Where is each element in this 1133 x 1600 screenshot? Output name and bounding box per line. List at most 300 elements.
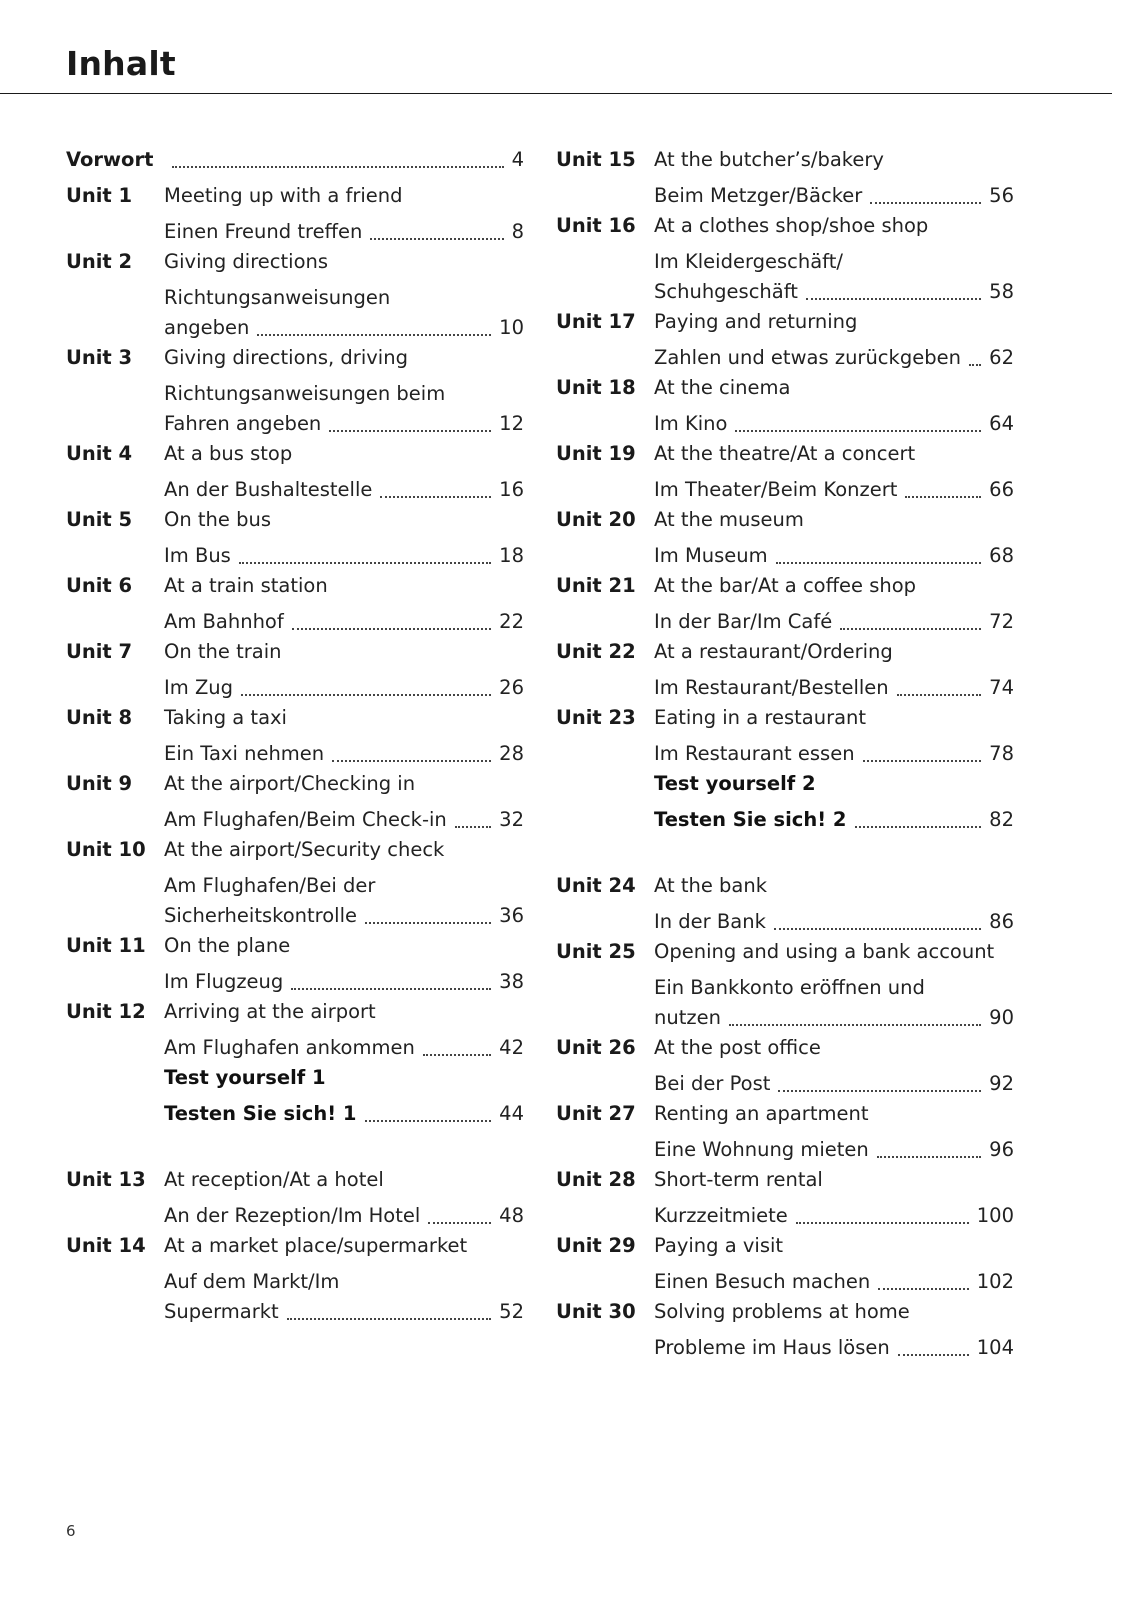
toc-entry-unit[interactable] bbox=[66, 247, 524, 277]
toc-entry-unit[interactable] bbox=[556, 1033, 1014, 1063]
dot-leader bbox=[905, 496, 981, 498]
page-ref[interactable]: 48 bbox=[499, 1204, 524, 1227]
german-title: Richtungsanweisungen beim bbox=[164, 382, 446, 405]
unit-label: Unit 12 bbox=[66, 1000, 146, 1023]
toc-german-row bbox=[66, 1267, 524, 1327]
toc-german-title-line bbox=[164, 283, 524, 313]
toc-german-title-line bbox=[654, 343, 1014, 373]
page-ref[interactable]: 22 bbox=[499, 610, 524, 633]
english-title: At the airport/Security check bbox=[164, 838, 445, 861]
page-ref[interactable]: 42 bbox=[499, 1036, 524, 1059]
toc-german-title-line bbox=[654, 1333, 1014, 1363]
dot-leader bbox=[877, 1156, 981, 1158]
toc-german-row bbox=[66, 379, 524, 439]
toc-german-row bbox=[556, 247, 1014, 307]
dot-leader bbox=[329, 430, 491, 432]
unit-label: Unit 1 bbox=[66, 184, 133, 207]
german-title: In der Bar/Im Café bbox=[654, 610, 833, 633]
toc-german-title-line bbox=[164, 1267, 524, 1297]
dot-leader bbox=[855, 826, 982, 828]
toc-entry-unit[interactable] bbox=[556, 637, 1014, 667]
german-title: Im Kino bbox=[654, 412, 728, 435]
toc-german-row bbox=[66, 673, 524, 703]
dot-leader bbox=[370, 238, 503, 240]
german-title: Am Flughafen ankommen bbox=[164, 1036, 415, 1059]
dot-leader bbox=[774, 928, 981, 930]
toc-german-title-line bbox=[654, 1201, 1014, 1231]
toc-german-title-line bbox=[164, 475, 524, 505]
german-title: Probleme im Haus lösen bbox=[654, 1336, 890, 1359]
german-title-block bbox=[654, 343, 1014, 373]
german-title: Im Restaurant essen bbox=[654, 742, 855, 765]
page-ref[interactable]: 12 bbox=[499, 412, 524, 435]
german-title-block bbox=[654, 1201, 1014, 1231]
dot-leader bbox=[292, 628, 491, 630]
toc-entry-unit[interactable] bbox=[66, 931, 524, 961]
page-ref[interactable]: 8 bbox=[511, 220, 524, 243]
dot-leader bbox=[380, 496, 491, 498]
german-title: Im Museum bbox=[654, 544, 768, 567]
german-title-block bbox=[164, 379, 524, 439]
toc-german-title-line bbox=[654, 181, 1014, 211]
toc-german-row bbox=[66, 805, 524, 835]
toc-german-title-line bbox=[654, 277, 1014, 307]
toc-german-row bbox=[66, 283, 524, 343]
page-ref[interactable]: 96 bbox=[989, 1138, 1014, 1161]
english-title: Taking a taxi bbox=[164, 706, 287, 729]
toc-entry-unit[interactable] bbox=[556, 373, 1014, 403]
german-title: angeben bbox=[164, 316, 250, 339]
german-title-block bbox=[654, 1267, 1014, 1297]
toc-entry-unit[interactable] bbox=[556, 1165, 1014, 1195]
page-ref[interactable]: 56 bbox=[989, 184, 1014, 207]
vorwort-label: Vorwort bbox=[66, 148, 154, 171]
german-title: Testen Sie sich! 2 bbox=[654, 808, 847, 831]
toc-german-title-line bbox=[164, 409, 524, 439]
unit-label: Unit 15 bbox=[556, 148, 636, 171]
german-title: Ein Taxi nehmen bbox=[164, 742, 325, 765]
toc-german-row bbox=[556, 607, 1014, 637]
german-title-block bbox=[164, 1201, 524, 1231]
toc-entry-test[interactable] bbox=[66, 1063, 524, 1093]
page-ref[interactable]: 44 bbox=[499, 1102, 524, 1125]
toc-german-title-line bbox=[654, 1267, 1014, 1297]
unit-label: Unit 5 bbox=[66, 508, 133, 531]
page-ref[interactable]: 38 bbox=[499, 970, 524, 993]
vorwort-leader bbox=[164, 145, 524, 175]
toc-german-row bbox=[556, 739, 1014, 769]
unit-label: Unit 19 bbox=[556, 442, 636, 465]
toc-german-title-line bbox=[164, 967, 524, 997]
toc-german-row bbox=[556, 1135, 1014, 1165]
toc-entry-unit[interactable] bbox=[66, 769, 524, 799]
english-title: On the plane bbox=[164, 934, 291, 957]
german-title: Ein Bankkonto eröffnen und bbox=[654, 976, 925, 999]
german-title-block bbox=[164, 541, 524, 571]
german-title-block bbox=[164, 673, 524, 703]
page-ref[interactable]: 36 bbox=[499, 904, 524, 927]
german-title-block bbox=[654, 673, 1014, 703]
german-title-block bbox=[654, 181, 1014, 211]
german-title-block bbox=[164, 217, 524, 247]
german-title: Testen Sie sich! 1 bbox=[164, 1102, 357, 1125]
german-title-block bbox=[164, 871, 524, 931]
german-title: Am Flughafen/Beim Check-in bbox=[164, 808, 447, 831]
unit-label: Unit 23 bbox=[556, 706, 636, 729]
toc-german-row bbox=[66, 739, 524, 769]
english-title: At a bus stop bbox=[164, 442, 293, 465]
toc-entry-unit[interactable] bbox=[556, 1231, 1014, 1261]
english-title: At the airport/Checking in bbox=[164, 772, 416, 795]
dot-leader bbox=[428, 1222, 491, 1224]
toc-entry-unit[interactable] bbox=[66, 997, 524, 1027]
english-title: Solving problems at home bbox=[654, 1300, 910, 1323]
toc-entry-unit[interactable] bbox=[556, 505, 1014, 535]
german-title-block bbox=[654, 907, 1014, 937]
page-ref[interactable]: 104 bbox=[976, 1336, 1014, 1359]
unit-label: Unit 17 bbox=[556, 310, 636, 333]
page-ref[interactable]: 62 bbox=[989, 346, 1014, 369]
toc-german-row bbox=[66, 541, 524, 571]
toc-german-title-line bbox=[164, 313, 524, 343]
dot-leader bbox=[287, 1318, 491, 1320]
toc-entry-unit[interactable] bbox=[556, 1297, 1014, 1327]
dot-leader bbox=[778, 1090, 981, 1092]
toc-german-row bbox=[556, 973, 1014, 1033]
toc-german-title-line bbox=[654, 1003, 1014, 1033]
toc-german-row bbox=[556, 1333, 1014, 1363]
toc-german-title-line bbox=[654, 805, 1014, 835]
toc-entry-unit[interactable] bbox=[556, 1099, 1014, 1129]
english-title: Paying a visit bbox=[654, 1234, 784, 1257]
toc-german-title-line bbox=[654, 1069, 1014, 1099]
english-title: On the bus bbox=[164, 508, 272, 531]
german-title: Einen Besuch machen bbox=[654, 1270, 871, 1293]
german-title: Supermarkt bbox=[164, 1300, 279, 1323]
german-title: Sicherheitskontrolle bbox=[164, 904, 358, 927]
page-ref[interactable]: 100 bbox=[976, 1204, 1014, 1227]
page-ref[interactable]: 64 bbox=[989, 412, 1014, 435]
toc-german-title-line bbox=[654, 607, 1014, 637]
unit-label: Unit 25 bbox=[556, 940, 636, 963]
german-title: Zahlen und etwas zurückgeben bbox=[654, 346, 961, 369]
english-title: At the museum bbox=[654, 508, 804, 531]
page-ref[interactable]: 86 bbox=[989, 910, 1014, 933]
unit-label: Unit 2 bbox=[66, 250, 133, 273]
toc-entry-unit[interactable] bbox=[556, 145, 1014, 175]
german-title-block bbox=[164, 1099, 524, 1129]
page-number: 6 bbox=[66, 1522, 76, 1540]
dot-leader bbox=[291, 988, 491, 990]
toc-entry-unit[interactable] bbox=[66, 571, 524, 601]
page-ref[interactable]: 28 bbox=[499, 742, 524, 765]
toc-right-column bbox=[556, 145, 1014, 1363]
unit-label: Unit 30 bbox=[556, 1300, 636, 1323]
page-ref[interactable]: 74 bbox=[989, 676, 1014, 699]
page-ref[interactable]: 66 bbox=[989, 478, 1014, 501]
toc-german-title-line bbox=[164, 805, 524, 835]
german-title: Im Kleidergeschäft/ bbox=[654, 250, 843, 273]
german-title-block bbox=[164, 967, 524, 997]
dot-leader bbox=[423, 1054, 491, 1056]
toc-german-row bbox=[66, 967, 524, 997]
german-title-block bbox=[654, 409, 1014, 439]
toc-german-row bbox=[556, 475, 1014, 505]
unit-label: Unit 8 bbox=[66, 706, 133, 729]
german-title: An der Rezeption/Im Hotel bbox=[164, 1204, 421, 1227]
english-title: Giving directions bbox=[164, 250, 329, 273]
unit-label: Unit 27 bbox=[556, 1102, 636, 1125]
english-title: Paying and returning bbox=[654, 310, 858, 333]
page-ref[interactable]: 32 bbox=[499, 808, 524, 831]
toc-german-title-line bbox=[654, 1135, 1014, 1165]
dot-leader bbox=[241, 694, 491, 696]
toc-entry-unit[interactable] bbox=[66, 505, 524, 535]
german-title-block bbox=[164, 475, 524, 505]
page-ref[interactable]: 18 bbox=[499, 544, 524, 567]
toc-entry-unit[interactable] bbox=[556, 571, 1014, 601]
dot-leader bbox=[776, 562, 982, 564]
toc-german-row bbox=[556, 181, 1014, 211]
toc-german-row bbox=[66, 1099, 524, 1129]
english-title: Arriving at the airport bbox=[164, 1000, 376, 1023]
german-title-block bbox=[654, 805, 1014, 835]
german-title: Bei der Post bbox=[654, 1072, 771, 1095]
english-title: Opening and using a bank account bbox=[654, 940, 995, 963]
toc-german-row bbox=[556, 1201, 1014, 1231]
german-title-block bbox=[654, 973, 1014, 1033]
german-title: Richtungsanweisungen bbox=[164, 286, 391, 309]
english-title: Giving directions, driving bbox=[164, 346, 408, 369]
german-title: Fahren angeben bbox=[164, 412, 322, 435]
toc-entry-test[interactable] bbox=[556, 769, 1014, 799]
toc-entry-unit[interactable] bbox=[556, 439, 1014, 469]
toc-german-title-line bbox=[654, 247, 1014, 277]
english-title: On the train bbox=[164, 640, 282, 663]
toc-german-title-line bbox=[654, 541, 1014, 571]
dot-leader bbox=[897, 694, 982, 696]
german-title-block bbox=[654, 541, 1014, 571]
toc-german-title-line bbox=[164, 1201, 524, 1231]
dot-leader bbox=[729, 1024, 981, 1026]
german-title-block bbox=[654, 607, 1014, 637]
toc-german-title-line bbox=[164, 1033, 524, 1063]
toc-german-title-line bbox=[164, 739, 524, 769]
dot-leader bbox=[796, 1222, 969, 1224]
toc-german-row bbox=[556, 343, 1014, 373]
page-ref[interactable]: 82 bbox=[989, 808, 1014, 831]
dot-leader bbox=[257, 334, 491, 336]
page-title: Inhalt bbox=[66, 44, 176, 83]
toc-german-row bbox=[556, 1267, 1014, 1297]
german-title-block bbox=[164, 805, 524, 835]
toc-german-row bbox=[556, 673, 1014, 703]
dot-leader bbox=[870, 202, 981, 204]
toc-german-title-line bbox=[654, 409, 1014, 439]
dot-leader bbox=[365, 922, 491, 924]
toc-entry-unit[interactable] bbox=[66, 343, 524, 373]
english-title: At the bar/At a coffee shop bbox=[654, 574, 917, 597]
page-ref[interactable]: 90 bbox=[989, 1006, 1014, 1029]
german-title: Im Theater/Beim Konzert bbox=[654, 478, 898, 501]
german-title: Im Zug bbox=[164, 676, 234, 699]
dot-leader bbox=[455, 826, 491, 828]
toc-entry-unit[interactable] bbox=[66, 835, 524, 865]
dot-leader bbox=[735, 430, 981, 432]
german-title-block bbox=[164, 739, 524, 769]
german-title-block bbox=[164, 1267, 524, 1327]
german-title: Eine Wohnung mieten bbox=[654, 1138, 869, 1161]
unit-label: Unit 4 bbox=[66, 442, 133, 465]
toc-german-title-line bbox=[654, 673, 1014, 703]
toc-entry-unit[interactable] bbox=[66, 181, 524, 211]
english-title: At a train station bbox=[164, 574, 328, 597]
german-title: Schuhgeschäft bbox=[654, 280, 798, 303]
page-ref[interactable]: 10 bbox=[499, 316, 524, 339]
page-ref[interactable]: 16 bbox=[499, 478, 524, 501]
toc-german-row bbox=[556, 907, 1014, 937]
toc-german-row bbox=[66, 217, 524, 247]
toc-german-title-line bbox=[164, 1099, 524, 1129]
toc-german-title-line bbox=[164, 673, 524, 703]
toc-entry-unit[interactable] bbox=[556, 871, 1014, 901]
german-title-block bbox=[654, 1069, 1014, 1099]
page-ref[interactable]: 58 bbox=[989, 280, 1014, 303]
german-title: nutzen bbox=[654, 1006, 721, 1029]
english-title: Test yourself 1 bbox=[164, 1066, 326, 1089]
page-ref[interactable]: 78 bbox=[989, 742, 1014, 765]
german-title-block bbox=[164, 1033, 524, 1063]
unit-label: Unit 22 bbox=[556, 640, 636, 663]
title-divider bbox=[0, 93, 1112, 94]
dot-leader bbox=[969, 364, 981, 366]
german-title: Auf dem Markt/Im bbox=[164, 1270, 340, 1293]
english-title: At the bank bbox=[654, 874, 768, 897]
german-title: An der Bushaltestelle bbox=[164, 478, 373, 501]
unit-label: Unit 29 bbox=[556, 1234, 636, 1257]
page-ref[interactable]: 4 bbox=[511, 148, 524, 171]
toc-german-row bbox=[66, 1033, 524, 1063]
unit-label: Unit 3 bbox=[66, 346, 133, 369]
toc-german-title-line bbox=[164, 1297, 524, 1327]
dot-leader bbox=[840, 628, 981, 630]
unit-label: Unit 16 bbox=[556, 214, 636, 237]
english-title: At a clothes shop/shoe shop bbox=[654, 214, 929, 237]
toc-german-row bbox=[66, 871, 524, 931]
page-ref[interactable]: 102 bbox=[976, 1270, 1014, 1293]
english-title: Renting an apartment bbox=[654, 1102, 869, 1125]
toc-entry-unit[interactable] bbox=[66, 439, 524, 469]
page-ref[interactable]: 92 bbox=[989, 1072, 1014, 1095]
toc-entry-unit[interactable] bbox=[556, 211, 1014, 241]
german-title-block bbox=[654, 1135, 1014, 1165]
toc-german-title-line bbox=[164, 607, 524, 637]
english-title: At the post office bbox=[654, 1036, 821, 1059]
toc-entry-unit[interactable] bbox=[556, 307, 1014, 337]
english-title: Test yourself 2 bbox=[654, 772, 816, 795]
unit-label: Unit 20 bbox=[556, 508, 636, 531]
german-title-block bbox=[164, 607, 524, 637]
toc-german-row bbox=[66, 607, 524, 637]
english-title: At the butcher’s/bakery bbox=[654, 148, 884, 171]
toc-entry-vorwort[interactable] bbox=[66, 145, 524, 175]
german-title: Im Restaurant/Bestellen bbox=[654, 676, 889, 699]
page-ref[interactable]: 68 bbox=[989, 544, 1014, 567]
toc-german-row bbox=[556, 805, 1014, 835]
unit-label: Unit 7 bbox=[66, 640, 133, 663]
toc-german-row bbox=[66, 1201, 524, 1231]
unit-label: Unit 28 bbox=[556, 1168, 636, 1191]
unit-label: Unit 14 bbox=[66, 1234, 146, 1257]
page-ref[interactable]: 72 bbox=[989, 610, 1014, 633]
english-title: At the cinema bbox=[654, 376, 791, 399]
unit-label: Unit 9 bbox=[66, 772, 133, 795]
toc-german-row bbox=[66, 475, 524, 505]
english-title: Meeting up with a friend bbox=[164, 184, 403, 207]
toc-entry-unit[interactable] bbox=[556, 703, 1014, 733]
dot-leader bbox=[878, 1288, 969, 1290]
unit-label: Unit 11 bbox=[66, 934, 146, 957]
toc-german-title-line bbox=[164, 379, 524, 409]
english-title: At the theatre/At a concert bbox=[654, 442, 916, 465]
dot-leader bbox=[806, 298, 981, 300]
german-title-block bbox=[654, 739, 1014, 769]
dot-leader bbox=[898, 1354, 969, 1356]
dot-leader bbox=[863, 760, 982, 762]
toc-german-title-line bbox=[164, 217, 524, 247]
german-title: Im Bus bbox=[164, 544, 231, 567]
toc-german-title-line bbox=[654, 907, 1014, 937]
toc-entry-unit[interactable] bbox=[556, 937, 1014, 967]
english-title: Eating in a restaurant bbox=[654, 706, 867, 729]
page-ref[interactable]: 52 bbox=[499, 1300, 524, 1323]
toc-german-title-line bbox=[654, 475, 1014, 505]
toc-entry-unit[interactable] bbox=[66, 637, 524, 667]
dot-leader bbox=[332, 760, 491, 762]
dot-leader bbox=[239, 562, 491, 564]
toc-entry-unit[interactable] bbox=[66, 703, 524, 733]
unit-label: Unit 18 bbox=[556, 376, 636, 399]
toc-german-title-line bbox=[164, 901, 524, 931]
toc-entry-unit[interactable] bbox=[66, 1165, 524, 1195]
toc-german-row bbox=[556, 409, 1014, 439]
german-title: Im Flugzeug bbox=[164, 970, 284, 993]
toc-german-title-line bbox=[164, 871, 524, 901]
german-title-block bbox=[654, 247, 1014, 307]
german-title: Beim Metzger/Bäcker bbox=[654, 184, 863, 207]
toc-german-title-line bbox=[654, 739, 1014, 769]
dot-leader bbox=[172, 166, 504, 168]
unit-label: Unit 10 bbox=[66, 838, 146, 861]
toc-german-title-line bbox=[164, 541, 524, 571]
unit-label: Unit 24 bbox=[556, 874, 636, 897]
german-title-block bbox=[654, 1333, 1014, 1363]
german-title-block bbox=[654, 475, 1014, 505]
unit-label: Unit 26 bbox=[556, 1036, 636, 1059]
toc-entry-unit[interactable] bbox=[66, 1231, 524, 1261]
toc-left-column bbox=[66, 145, 524, 1327]
unit-label: Unit 21 bbox=[556, 574, 636, 597]
page-ref[interactable]: 26 bbox=[499, 676, 524, 699]
unit-label: Unit 6 bbox=[66, 574, 133, 597]
german-title: Einen Freund treffen bbox=[164, 220, 363, 243]
toc-german-row bbox=[556, 1069, 1014, 1099]
english-title: At reception/At a hotel bbox=[164, 1168, 384, 1191]
unit-label: Unit 13 bbox=[66, 1168, 146, 1191]
toc-german-title-line bbox=[654, 973, 1014, 1003]
english-title: At a restaurant/Ordering bbox=[654, 640, 893, 663]
german-title-block bbox=[164, 283, 524, 343]
